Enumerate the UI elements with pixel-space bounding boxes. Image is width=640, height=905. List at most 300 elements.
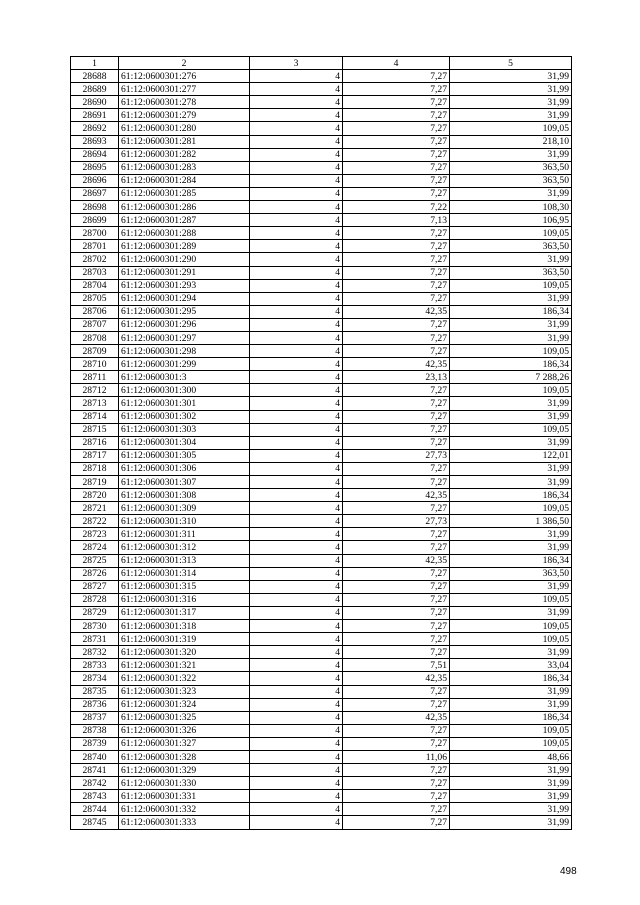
- table-cell-col-2: 61:12:0600301:285: [119, 187, 250, 200]
- table-cell-col-2: 61:12:0600301:279: [119, 109, 250, 122]
- table-cell-col-4: 7,27: [343, 345, 450, 358]
- table-cell-col-2: 61:12:0600301:310: [119, 515, 250, 528]
- table-cell-col-5: 1 386,50: [450, 515, 572, 528]
- header-col-3: 3: [250, 57, 343, 70]
- table-cell-col-5: 31,99: [450, 462, 572, 475]
- table-cell-col-2: 61:12:0600301:294: [119, 292, 250, 305]
- table-cell-col-4: 7,27: [343, 816, 450, 829]
- table-cell-col-1: 28704: [71, 279, 119, 292]
- table-cell-col-4: 7,27: [343, 266, 450, 279]
- table-cell-col-3: 4: [250, 528, 343, 541]
- table-cell-col-3: 4: [250, 345, 343, 358]
- table-row: [71, 331, 572, 344]
- table-cell-col-4: 7,27: [343, 227, 450, 240]
- table-cell-col-3: 4: [250, 515, 343, 528]
- table-cell-col-5: 109,05: [450, 345, 572, 358]
- table-cell-col-1: 28745: [71, 816, 119, 829]
- table-cell-col-3: 4: [250, 292, 343, 305]
- header-col-4: 4: [343, 57, 450, 70]
- table-row: [71, 148, 572, 161]
- table-cell-col-5: 122,01: [450, 449, 572, 462]
- table-cell-col-2: 61:12:0600301:295: [119, 305, 250, 318]
- table-cell-col-4: 7,27: [343, 423, 450, 436]
- table-cell-col-2: 61:12:0600301:293: [119, 279, 250, 292]
- table-cell-col-5: 106,95: [450, 214, 572, 227]
- table-row: [71, 476, 572, 489]
- table-cell-col-5: 109,05: [450, 502, 572, 515]
- table-cell-col-4: 7,27: [343, 777, 450, 790]
- table-cell-col-4: 7,27: [343, 96, 450, 109]
- table-cell-col-3: 4: [250, 750, 343, 763]
- table-row: [71, 214, 572, 227]
- table-row: [71, 96, 572, 109]
- table-cell-col-2: 61:12:0600301:282: [119, 148, 250, 161]
- table-cell-col-2: 61:12:0600301:286: [119, 201, 250, 214]
- table-cell-col-4: 7,27: [343, 240, 450, 253]
- table-row: [71, 70, 572, 83]
- table-cell-col-4: 7,27: [343, 187, 450, 200]
- table-cell-col-2: 61:12:0600301:304: [119, 436, 250, 449]
- table-cell-col-3: 4: [250, 279, 343, 292]
- table-cell-col-2: 61:12:0600301:318: [119, 620, 250, 633]
- table-cell-col-5: 31,99: [450, 698, 572, 711]
- table-cell-col-2: 61:12:0600301:289: [119, 240, 250, 253]
- table-cell-col-3: 4: [250, 672, 343, 685]
- table-cell-col-3: 4: [250, 803, 343, 816]
- table-cell-col-2: 61:12:0600301:319: [119, 633, 250, 646]
- table-cell-col-5: 31,99: [450, 777, 572, 790]
- table-cell-col-1: 28727: [71, 580, 119, 593]
- table-cell-col-1: 28732: [71, 646, 119, 659]
- table-cell-col-5: 109,05: [450, 227, 572, 240]
- table-cell-col-1: 28709: [71, 345, 119, 358]
- table-cell-col-4: 7,27: [343, 331, 450, 344]
- table-cell-col-2: 61:12:0600301:300: [119, 384, 250, 397]
- table-cell-col-4: 7,27: [343, 253, 450, 266]
- table-cell-col-3: 4: [250, 764, 343, 777]
- table-row: [71, 724, 572, 737]
- table-cell-col-5: 186,34: [450, 305, 572, 318]
- table-cell-col-4: 42,35: [343, 358, 450, 371]
- table-row: [71, 554, 572, 567]
- table-cell-col-4: 7,27: [343, 476, 450, 489]
- table-cell-col-3: 4: [250, 305, 343, 318]
- table-cell-col-3: 4: [250, 659, 343, 672]
- table-cell-col-3: 4: [250, 187, 343, 200]
- table-cell-col-4: 11,06: [343, 750, 450, 763]
- table-cell-col-2: 61:12:0600301:329: [119, 764, 250, 777]
- table-cell-col-1: 28699: [71, 214, 119, 227]
- table-cell-col-1: 28737: [71, 711, 119, 724]
- table-cell-col-5: 109,05: [450, 633, 572, 646]
- table-cell-col-1: 28720: [71, 489, 119, 502]
- table-cell-col-2: 61:12:0600301:308: [119, 489, 250, 502]
- table-cell-col-1: 28733: [71, 659, 119, 672]
- table-cell-col-3: 4: [250, 410, 343, 423]
- table-cell-col-2: 61:12:0600301:302: [119, 410, 250, 423]
- table-cell-col-2: 61:12:0600301:299: [119, 358, 250, 371]
- table-cell-col-3: 4: [250, 476, 343, 489]
- table-row: [71, 83, 572, 96]
- table-cell-col-1: 28711: [71, 371, 119, 384]
- table-row: [71, 279, 572, 292]
- table-cell-col-4: 42,35: [343, 489, 450, 502]
- table-cell-col-3: 4: [250, 331, 343, 344]
- table-cell-col-4: 7,27: [343, 528, 450, 541]
- table-cell-col-1: 28715: [71, 423, 119, 436]
- table-cell-col-5: 31,99: [450, 606, 572, 619]
- table-cell-col-2: 61:12:0600301:288: [119, 227, 250, 240]
- table-row: [71, 397, 572, 410]
- table-row: [71, 240, 572, 253]
- table-cell-col-1: 28700: [71, 227, 119, 240]
- table-cell-col-2: 61:12:0600301:305: [119, 449, 250, 462]
- table-cell-col-3: 4: [250, 201, 343, 214]
- table-cell-col-3: 4: [250, 737, 343, 750]
- table-cell-col-1: 28692: [71, 122, 119, 135]
- table-cell-col-2: 61:12:0600301:314: [119, 567, 250, 580]
- header-col-5: 5: [450, 57, 572, 70]
- table-cell-col-1: 28743: [71, 790, 119, 803]
- table-row: [71, 122, 572, 135]
- table-cell-col-5: 109,05: [450, 724, 572, 737]
- table-cell-col-3: 4: [250, 266, 343, 279]
- table-cell-col-4: 42,35: [343, 554, 450, 567]
- table-cell-col-1: 28723: [71, 528, 119, 541]
- table-cell-col-3: 4: [250, 227, 343, 240]
- table-cell-col-4: 42,35: [343, 305, 450, 318]
- table-cell-col-1: 28741: [71, 764, 119, 777]
- table-row: [71, 305, 572, 318]
- table-row: [71, 135, 572, 148]
- table-cell-col-1: 28690: [71, 96, 119, 109]
- table-cell-col-1: 28725: [71, 554, 119, 567]
- table-cell-col-2: 61:12:0600301:298: [119, 345, 250, 358]
- table-cell-col-5: 31,99: [450, 109, 572, 122]
- table-cell-col-1: 28705: [71, 292, 119, 305]
- table-cell-col-2: 61:12:0600301:303: [119, 423, 250, 436]
- table-cell-col-2: 61:12:0600301:326: [119, 724, 250, 737]
- table-cell-col-5: 31,99: [450, 528, 572, 541]
- table-cell-col-5: 31,99: [450, 96, 572, 109]
- table-cell-col-2: 61:12:0600301:277: [119, 83, 250, 96]
- table-cell-col-1: 28718: [71, 462, 119, 475]
- table-row: [71, 187, 572, 200]
- table-cell-col-2: 61:12:0600301:276: [119, 70, 250, 83]
- table-cell-col-1: 28740: [71, 750, 119, 763]
- table-cell-col-5: 186,34: [450, 358, 572, 371]
- table-row: [71, 567, 572, 580]
- table-header: [71, 57, 572, 70]
- table-cell-col-2: 61:12:0600301:290: [119, 253, 250, 266]
- header-col-2: 2: [119, 57, 250, 70]
- table-cell-col-2: 61:12:0600301:281: [119, 135, 250, 148]
- table-row: [71, 449, 572, 462]
- table-cell-col-2: 61:12:0600301:324: [119, 698, 250, 711]
- table-row: [71, 266, 572, 279]
- table-cell-col-1: 28726: [71, 567, 119, 580]
- table-cell-col-1: 28703: [71, 266, 119, 279]
- table-cell-col-3: 4: [250, 685, 343, 698]
- table-cell-col-1: 28712: [71, 384, 119, 397]
- table-cell-col-2: 61:12:0600301:325: [119, 711, 250, 724]
- header-row: [71, 57, 572, 70]
- table-row: [71, 384, 572, 397]
- table-cell-col-1: 28722: [71, 515, 119, 528]
- table-cell-col-1: 28707: [71, 318, 119, 331]
- table-cell-col-3: 4: [250, 698, 343, 711]
- table-cell-col-5: 109,05: [450, 620, 572, 633]
- table-cell-col-4: 7,27: [343, 109, 450, 122]
- table-cell-col-4: 7,27: [343, 410, 450, 423]
- table-row: [71, 371, 572, 384]
- table-cell-col-5: 363,50: [450, 174, 572, 187]
- table-cell-col-5: 109,05: [450, 384, 572, 397]
- table-cell-col-5: 109,05: [450, 122, 572, 135]
- table-cell-col-3: 4: [250, 174, 343, 187]
- table-cell-col-2: 61:12:0600301:315: [119, 580, 250, 593]
- table-cell-col-4: 7,27: [343, 724, 450, 737]
- table-cell-col-2: 61:12:0600301:3: [119, 371, 250, 384]
- table-cell-col-2: 61:12:0600301:333: [119, 816, 250, 829]
- table-cell-col-3: 4: [250, 253, 343, 266]
- table-cell-col-3: 4: [250, 462, 343, 475]
- table-cell-col-4: 7,27: [343, 462, 450, 475]
- table-cell-col-2: 61:12:0600301:332: [119, 803, 250, 816]
- table-cell-col-1: 28724: [71, 541, 119, 554]
- table-cell-col-2: 61:12:0600301:278: [119, 96, 250, 109]
- table-cell-col-2: 61:12:0600301:311: [119, 528, 250, 541]
- table-row: [71, 685, 572, 698]
- table-row: [71, 737, 572, 750]
- table-cell-col-1: 28713: [71, 397, 119, 410]
- table-cell-col-2: 61:12:0600301:321: [119, 659, 250, 672]
- table-cell-col-4: 7,27: [343, 384, 450, 397]
- table-row: [71, 109, 572, 122]
- table-cell-col-5: 363,50: [450, 240, 572, 253]
- table-row: [71, 777, 572, 790]
- table-cell-col-4: 7,27: [343, 567, 450, 580]
- table-cell-col-5: 31,99: [450, 292, 572, 305]
- table-cell-col-5: 48,66: [450, 750, 572, 763]
- table-cell-col-2: 61:12:0600301:320: [119, 646, 250, 659]
- table-cell-col-5: 363,50: [450, 567, 572, 580]
- table-cell-col-4: 7,27: [343, 174, 450, 187]
- table-row: [71, 502, 572, 515]
- table-cell-col-1: 28697: [71, 187, 119, 200]
- table-cell-col-3: 4: [250, 449, 343, 462]
- table-row: [71, 646, 572, 659]
- table-cell-col-2: 61:12:0600301:280: [119, 122, 250, 135]
- table-cell-col-5: 186,34: [450, 711, 572, 724]
- data-table: [70, 56, 572, 830]
- table-cell-col-4: 7,27: [343, 397, 450, 410]
- table-cell-col-5: 31,99: [450, 148, 572, 161]
- table-cell-col-3: 4: [250, 489, 343, 502]
- table-row: [71, 515, 572, 528]
- table-row: [71, 790, 572, 803]
- table-cell-col-1: 28719: [71, 476, 119, 489]
- table-cell-col-2: 61:12:0600301:307: [119, 476, 250, 489]
- table-cell-col-3: 4: [250, 580, 343, 593]
- table-row: [71, 750, 572, 763]
- table-cell-col-1: 28742: [71, 777, 119, 790]
- table-row: [71, 489, 572, 502]
- table-cell-col-2: 61:12:0600301:330: [119, 777, 250, 790]
- table-cell-col-5: 31,99: [450, 476, 572, 489]
- table-cell-col-5: 109,05: [450, 423, 572, 436]
- table-cell-col-1: 28730: [71, 620, 119, 633]
- table-cell-col-2: 61:12:0600301:328: [119, 750, 250, 763]
- table-cell-col-5: 109,05: [450, 737, 572, 750]
- table-cell-col-3: 4: [250, 436, 343, 449]
- table-cell-col-4: 7,27: [343, 620, 450, 633]
- table-row: [71, 633, 572, 646]
- table-cell-col-1: 28691: [71, 109, 119, 122]
- table-cell-col-5: 31,99: [450, 764, 572, 777]
- table-cell-col-4: 7,27: [343, 541, 450, 554]
- table-cell-col-5: 218,10: [450, 135, 572, 148]
- table-cell-col-5: 31,99: [450, 685, 572, 698]
- table-row: [71, 292, 572, 305]
- table-cell-col-3: 4: [250, 358, 343, 371]
- table-cell-col-1: 28738: [71, 724, 119, 737]
- table-cell-col-3: 4: [250, 777, 343, 790]
- table-row: [71, 318, 572, 331]
- table-cell-col-1: 28708: [71, 331, 119, 344]
- table-cell-col-1: 28688: [71, 70, 119, 83]
- table-cell-col-1: 28736: [71, 698, 119, 711]
- table-cell-col-1: 28689: [71, 83, 119, 96]
- table-cell-col-4: 23,13: [343, 371, 450, 384]
- table-row: [71, 803, 572, 816]
- table-cell-col-3: 4: [250, 423, 343, 436]
- table-cell-col-3: 4: [250, 816, 343, 829]
- table-cell-col-1: 28706: [71, 305, 119, 318]
- table-cell-col-3: 4: [250, 240, 343, 253]
- table-cell-col-3: 4: [250, 96, 343, 109]
- table-cell-col-5: 31,99: [450, 410, 572, 423]
- table-cell-col-5: 7 288,26: [450, 371, 572, 384]
- table-row: [71, 620, 572, 633]
- table-cell-col-2: 61:12:0600301:284: [119, 174, 250, 187]
- table-row: [71, 174, 572, 187]
- table-cell-col-3: 4: [250, 83, 343, 96]
- table-cell-col-5: 109,05: [450, 593, 572, 606]
- table-cell-col-1: 28735: [71, 685, 119, 698]
- table-cell-col-3: 4: [250, 711, 343, 724]
- table-cell-col-3: 4: [250, 790, 343, 803]
- table-cell-col-5: 31,99: [450, 253, 572, 266]
- table-cell-col-2: 61:12:0600301:296: [119, 318, 250, 331]
- table-cell-col-1: 28721: [71, 502, 119, 515]
- table-cell-col-1: 28716: [71, 436, 119, 449]
- table-row: [71, 410, 572, 423]
- table-cell-col-1: 28739: [71, 737, 119, 750]
- table-cell-col-1: 28714: [71, 410, 119, 423]
- table-cell-col-5: 31,99: [450, 397, 572, 410]
- table-cell-col-3: 4: [250, 135, 343, 148]
- table-cell-col-4: 7,27: [343, 803, 450, 816]
- table-cell-col-1: 28702: [71, 253, 119, 266]
- table-cell-col-4: 7,51: [343, 659, 450, 672]
- table-cell-col-5: 31,99: [450, 790, 572, 803]
- table-cell-col-4: 7,27: [343, 292, 450, 305]
- table-row: [71, 698, 572, 711]
- table-cell-col-3: 4: [250, 397, 343, 410]
- table-row: [71, 541, 572, 554]
- table-cell-col-4: 7,27: [343, 580, 450, 593]
- table-row: [71, 528, 572, 541]
- table-cell-col-5: 31,99: [450, 580, 572, 593]
- table-cell-col-4: 7,27: [343, 764, 450, 777]
- table-row: [71, 345, 572, 358]
- table-cell-col-5: 31,99: [450, 436, 572, 449]
- table-cell-col-4: 7,27: [343, 436, 450, 449]
- table-cell-col-1: 28744: [71, 803, 119, 816]
- table-cell-col-4: 7,27: [343, 737, 450, 750]
- table-cell-col-1: 28734: [71, 672, 119, 685]
- table-cell-col-4: 42,35: [343, 672, 450, 685]
- table-cell-col-2: 61:12:0600301:287: [119, 214, 250, 227]
- table-cell-col-4: 27,73: [343, 515, 450, 528]
- table-cell-col-3: 4: [250, 318, 343, 331]
- table-cell-col-4: 7,27: [343, 83, 450, 96]
- table-cell-col-3: 4: [250, 606, 343, 619]
- table-row: [71, 423, 572, 436]
- table-row: [71, 764, 572, 777]
- table-cell-col-1: 28693: [71, 135, 119, 148]
- table-cell-col-5: 31,99: [450, 331, 572, 344]
- table-cell-col-5: 31,99: [450, 646, 572, 659]
- table-cell-col-5: 108,30: [450, 201, 572, 214]
- table-cell-col-3: 4: [250, 70, 343, 83]
- table-cell-col-4: 7,27: [343, 606, 450, 619]
- table-cell-col-5: 31,99: [450, 803, 572, 816]
- table-cell-col-1: 28696: [71, 174, 119, 187]
- table-row: [71, 711, 572, 724]
- table-cell-col-2: 61:12:0600301:309: [119, 502, 250, 515]
- table-cell-col-4: 7,27: [343, 790, 450, 803]
- table-cell-col-5: 31,99: [450, 187, 572, 200]
- table-cell-col-4: 7,27: [343, 685, 450, 698]
- table-cell-col-3: 4: [250, 371, 343, 384]
- table-row: [71, 227, 572, 240]
- table-cell-col-5: 31,99: [450, 541, 572, 554]
- table-cell-col-4: 42,35: [343, 711, 450, 724]
- table-cell-col-2: 61:12:0600301:327: [119, 737, 250, 750]
- table-cell-col-4: 7,27: [343, 161, 450, 174]
- table-row: [71, 436, 572, 449]
- table-body: [71, 70, 572, 829]
- table-cell-col-5: 31,99: [450, 318, 572, 331]
- table-cell-col-3: 4: [250, 122, 343, 135]
- table-cell-col-2: 61:12:0600301:322: [119, 672, 250, 685]
- table-cell-col-4: 7,27: [343, 148, 450, 161]
- table-cell-col-2: 61:12:0600301:317: [119, 606, 250, 619]
- table-row: [71, 201, 572, 214]
- table-cell-col-4: 7,27: [343, 698, 450, 711]
- table-cell-col-1: 28701: [71, 240, 119, 253]
- table-cell-col-2: 61:12:0600301:331: [119, 790, 250, 803]
- table-cell-col-3: 4: [250, 633, 343, 646]
- table-cell-col-2: 61:12:0600301:297: [119, 331, 250, 344]
- table-cell-col-3: 4: [250, 593, 343, 606]
- table-cell-col-5: 186,34: [450, 554, 572, 567]
- table-cell-col-3: 4: [250, 541, 343, 554]
- table-cell-col-1: 28698: [71, 201, 119, 214]
- table-row: [71, 462, 572, 475]
